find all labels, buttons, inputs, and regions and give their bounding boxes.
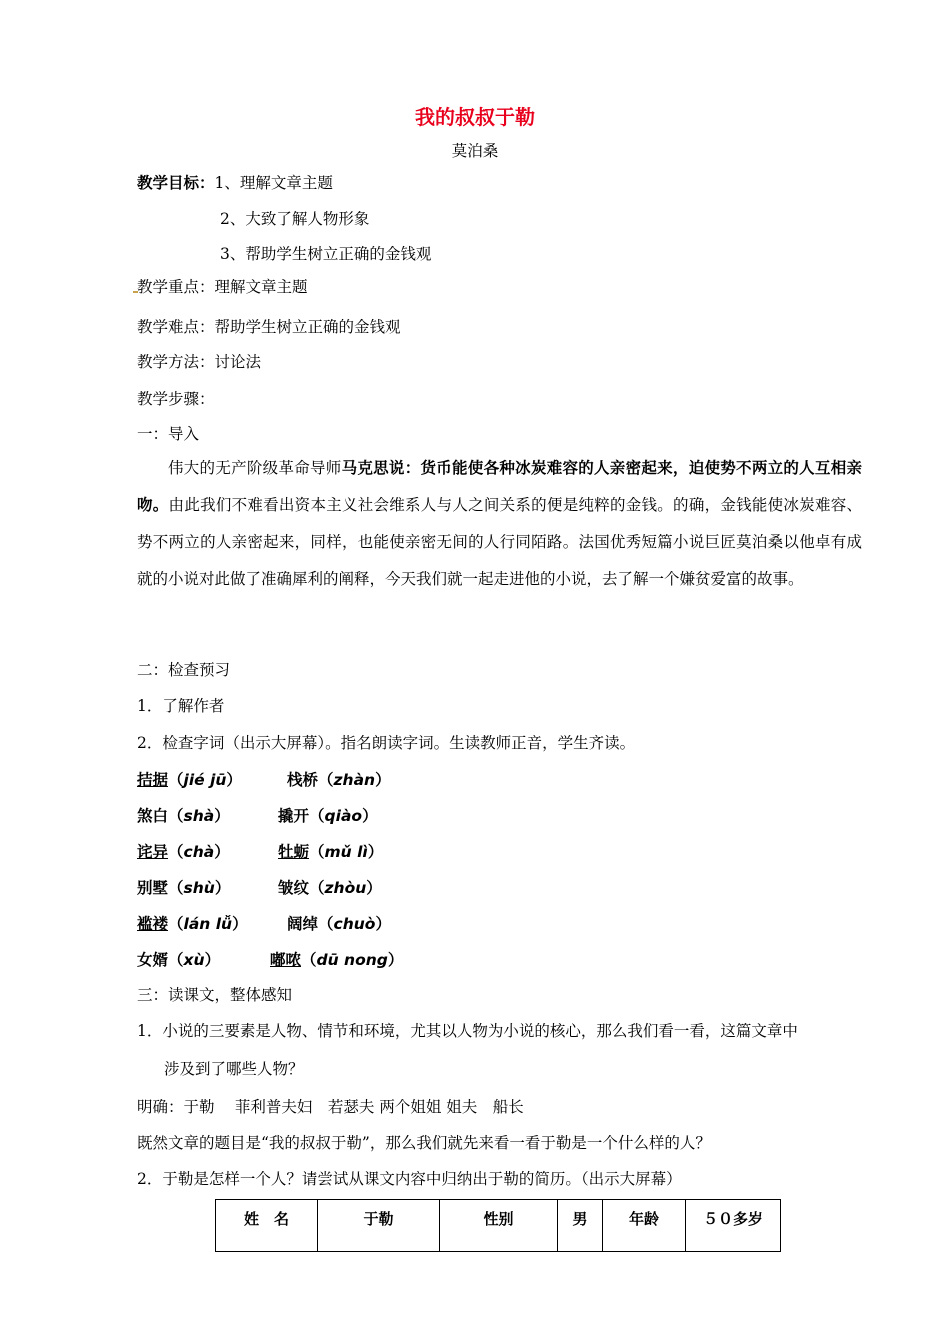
goals-label: 教学目标： — [137, 174, 215, 192]
vocab-pinyin: qiào — [324, 807, 363, 825]
vocab-word: 阔绰 — [287, 915, 319, 933]
vocab-word: 拮据 — [137, 771, 169, 789]
vocab-word: 栈桥 — [287, 771, 319, 789]
transition: 既然文章的题目是“我的叔叔于勒”，那么我们就先来看一看于勒是一个什么样的人？ — [137, 1134, 711, 1152]
step-1: 1．了解作者 — [137, 697, 225, 715]
vocab-row: 拮据（jié jū） — [137, 771, 242, 789]
vocab-pinyin: shà — [183, 807, 215, 825]
intro-rest: 由此我们不难看出资本主义社会维系人与人之间关系的便是纯粹的金钱。的确，金钱能使冰炭难容、势不两立的人亲密起来，同样，也能使亲密无间的人行同陌路。法国优秀短篇小说巨匠莫泊桑以他卓有成就的小说对此做了准确犀利的阐释，今天我们就一起走进他的小说，去了解一个嫌贫爱富的故事。 — [137, 496, 862, 588]
vocab-row: 煞白（shà） — [137, 807, 230, 825]
vocab-row: 嘟哝（dū nong） — [270, 951, 404, 969]
steps-label: 教学步骤： — [137, 390, 215, 408]
goals-block — [137, 173, 333, 193]
question-1: 1．小说的三要素是人物、情节和环境，尤其以人物为小说的核心，那么我们看一看，这篇文章中 — [137, 1022, 798, 1040]
vocab-pinyin: jié jū — [183, 771, 227, 789]
table-cell: 于勒 — [318, 1200, 440, 1252]
table-row — [216, 1200, 781, 1252]
vocab-pinyin: shù — [183, 879, 215, 897]
vocab-row: 栈桥（zhàn） — [287, 771, 391, 789]
vocab-row: 女婿（xù） — [137, 951, 221, 969]
vocab-pinyin: chà — [183, 843, 215, 861]
goal-item-3: 3、帮助学生树立正确的金钱观 — [220, 245, 432, 263]
vocab-row: 牡蛎（mǔ lì） — [278, 843, 384, 861]
vocab-word: 嘟哝 — [270, 951, 302, 969]
vocab-row: 皱纹（zhòu） — [278, 879, 382, 897]
question-2: 2．于勒是怎样一个人？请尝试从课文内容中归纳出于勒的简历。（出示大屏幕） — [137, 1170, 682, 1188]
vocab-row: 撬开（qiào） — [278, 807, 378, 825]
vocab-pinyin: zhàn — [333, 771, 376, 789]
vocab-row: 褴褛（lán lǚ） — [137, 915, 248, 933]
author: 莫泊桑 — [451, 142, 499, 160]
page-title: 我的叔叔于勒 — [415, 105, 535, 129]
intro-lead: 伟大的无产阶级革命导师 — [168, 459, 342, 477]
vocab-pinyin: lán lǚ — [183, 915, 233, 933]
table-cell: 姓 名 — [216, 1200, 318, 1252]
table-cell: 年龄 — [603, 1200, 686, 1252]
difficulty: 教学难点：帮助学生树立正确的金钱观 — [137, 318, 401, 336]
vocab-word: 煞白 — [137, 807, 169, 825]
vocab-word: 撬开 — [278, 807, 310, 825]
vocab-row: 别墅（shù） — [137, 879, 231, 897]
section-1-heading: 一：导入 — [137, 425, 200, 443]
table-cell: 男 — [558, 1200, 603, 1252]
vocab-word: 女婿 — [137, 951, 169, 969]
goal-item-1: 1、理解文章主题 — [214, 174, 333, 192]
question-1-continued: 涉及到了哪些人物？ — [164, 1060, 304, 1078]
vocab-row: 诧异（chà） — [137, 843, 230, 861]
section-3-heading: 三：读课文，整体感知 — [137, 986, 293, 1004]
vocab-pinyin: chuò — [333, 915, 376, 933]
intro-paragraph — [137, 450, 862, 598]
vocab-pinyin: zhòu — [324, 879, 367, 897]
vocab-pinyin: dū nong — [316, 951, 388, 969]
key-point: 教学重点：理解文章主题 — [137, 278, 308, 296]
intro-quote: 马克思说：货币能使各种冰炭难容的人亲密起来，迫使势不两立的人互相亲吻。 — [137, 459, 862, 514]
vocab-word: 别墅 — [137, 879, 169, 897]
vocab-word: 诧异 — [137, 843, 169, 861]
goal-item-2: 2、大致了解人物形象 — [220, 210, 370, 228]
answer: 明确：于勒 菲利普夫妇 若瑟夫 两个姐姐 姐夫 船长 — [137, 1098, 524, 1116]
vocab-word: 皱纹 — [278, 879, 310, 897]
table-cell: ５０多岁 — [686, 1200, 781, 1252]
vocab-pinyin: xù — [183, 951, 205, 969]
vocab-row: 阔绰（chuò） — [287, 915, 391, 933]
vocab-word: 褴褛 — [137, 915, 169, 933]
section-2-heading: 二：检查预习 — [137, 661, 231, 679]
table-cell: 性别 — [440, 1200, 558, 1252]
step-2: 2．检查字词（出示大屏幕）。指名朗读字词。生读教师正音，学生齐读。 — [137, 734, 636, 752]
vocab-pinyin: mǔ lì — [324, 843, 368, 861]
profile-table — [215, 1199, 781, 1252]
method: 教学方法：讨论法 — [137, 353, 262, 371]
vocab-word: 牡蛎 — [278, 843, 310, 861]
